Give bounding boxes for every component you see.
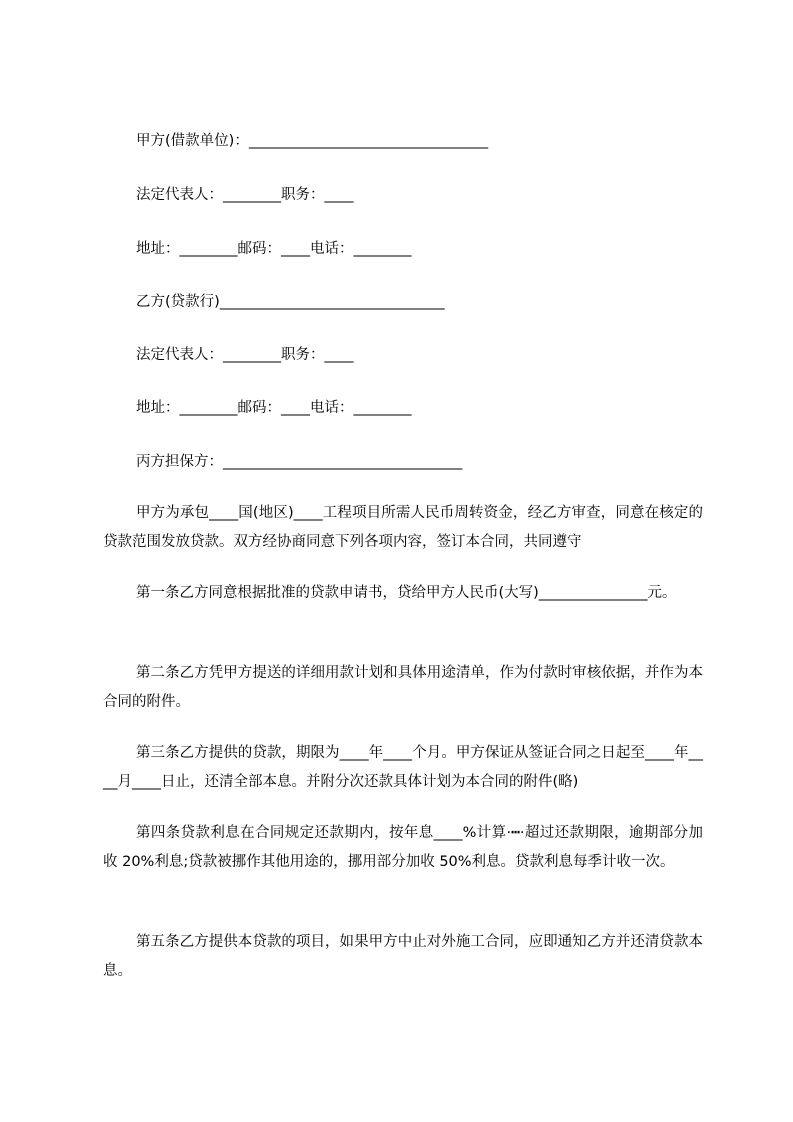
- preamble-paragraph: 甲方为承包____国(地区)____工程项目所需人民币周转资金，经乙方审查，同意在核定的贷款范围发放贷款。双方经协商同意下列各项内容，签订本合同，共同遵守: [103, 505, 703, 550]
- party-c-guarantor-line: 丙方担保方：_________________________________: [136, 454, 463, 470]
- party-b-representative-line: 法定代表人：________职务：____: [136, 347, 354, 363]
- article-5-paragraph: 第五条乙方提供本贷款的项目，如果甲方中止对外施工合同，应即通知乙方并还清贷款本息。: [103, 934, 703, 979]
- party-b-line: 乙方(贷款行)_______________________________: [136, 294, 445, 310]
- article-2-paragraph: 第二条乙方凭甲方提送的详细用款计划和具体用途清单，作为付款时审核依据，并作为本合同的附件。: [103, 665, 703, 710]
- party-a-address-line: 地址：________邮码：____电话：________: [136, 241, 412, 257]
- article-1-paragraph: 第一条乙方同意根据批准的贷款申请书，贷给甲方人民币(大写)_______________元。: [136, 585, 677, 601]
- party-b-address-line: 地址：________邮码：____电话：________: [136, 400, 412, 416]
- party-a-line: 甲方(借款单位)：_________________________________: [136, 133, 489, 149]
- article-3-paragraph: 第三条乙方提供的贷款，期限为____年____个月。甲方保证从签证合同之日起至____年____月____日止，还清全部本息。并附分次还款具体计划为本合同的附件(略): [103, 745, 703, 790]
- article-4-paragraph: 第四条贷款利息在合同规定还款期内，按年息____%计算·┅·超过还款期限，逾期部分加收 20%利息;贷款被挪作其他用途的，挪用部分加收 50%利息。贷款利息每季计收一次。: [103, 825, 703, 870]
- party-a-representative-line: 法定代表人：________职务：____: [136, 187, 354, 203]
